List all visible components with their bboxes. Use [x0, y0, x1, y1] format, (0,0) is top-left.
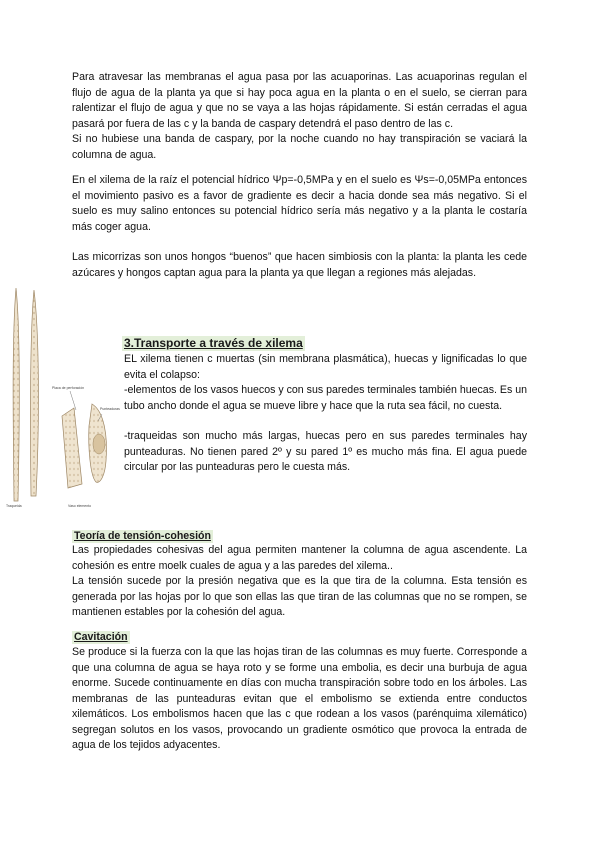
xylem-cells-illustration: [4, 286, 120, 510]
paragraph-tension: La tensión sucede por la presión negativa que es la que tira de la columna. Esta tensión es generada por las hojas por lo que son ellas las que tiran de las columnas que no se rompen, se mantienen estables por la cohesión del agua.: [72, 575, 527, 618]
section-heading-cavitation: Cavitación: [74, 631, 128, 643]
paragraph-cavitation: Se produce si la fuerza con la que las hojas tiran de las columnas es muy fuerte. Corresponde a que una columna de agua se haya roto y se forme una embolia, es decir una burbuja de agua enorme. Sucede continuamente en días con mucha transpiración sobre todo en los árboles. Las membranas de las punteaduras evitan que el embolismo se extienda entre conductos xilemáticos. Los embolismos hacen que las c que rodean a los vasos (parénquima xilemático) segregan solutos en los vasos, provocando un gradiente osmótico que provoca la entrada de agua de los tejidos adyacentes.: [72, 646, 527, 751]
paragraph-cohesion: Las propiedades cohesivas del agua permiten mantener la columna de agua ascendente. La cohesión es entre moelk cuales de agua y a las paredes del xilema..: [72, 544, 527, 572]
label-pits: Punteaduras: [100, 407, 120, 411]
paragraph-tracheids: -traqueidas son mucho más largas, huecas pero en sus paredes terminales hay punteaduras. No tienen pared 2º y su pared 1º es mucho más fina. El agua puede circular por las punteaduras pero le cuesta más.: [124, 430, 527, 473]
label-vessel-element: Vaso elemento: [68, 504, 92, 508]
section-heading-tension-cohesion: Teoría de tensión-cohesión: [74, 530, 211, 542]
paragraph-mycorrhizae: Las micorrizas son unos hongos “buenos” que hacen simbiosis con la planta: la planta les cede azúcares y hongos captan agua para la planta ya que llegan a regiones más alejadas.: [72, 251, 527, 279]
paragraph-xylem-intro: EL xilema tienen c muertas (sin membrana plasmática), huecas y lignificadas lo que evita el colapso:: [124, 353, 527, 381]
section-heading-xylem: 3.Transporte a través de xilema: [124, 336, 303, 350]
label-perforation-plate: Placa de perforación: [52, 386, 85, 390]
paragraph-water-potential: En el xilema de la raíz el potencial hídrico Ψp=-0,5MPa y en el suelo es Ψs=-0,05MPa entonces el movimiento pasivo es a favor de gradiente es decir a hacia donde sea más negativo. Si el suelo es muy salino entonces su potencial hídrico sería más negativo y a la planta le costaría más coger agua.: [72, 174, 527, 233]
label-tracheid: Traqueida: [6, 504, 22, 508]
paragraph-aquaporins: Para atravesar las membranas el agua pasa por las acuaporinas. Las acuaporinas regulan el flujo de agua de la planta ya que si hay poca agua en la planta o en el suelo, se cierran para ralentizar el flujo de agua y que no se vaya a las hojas rápidamente. Si están cerradas el agua pasará por fuera de las c y la banda de caspary detendrá el paso dentro de las c.: [72, 71, 527, 130]
paragraph-caspary: Si no hubiese una banda de caspary, por la noche cuando no hay transpiración se vaciará la columna de agua.: [72, 133, 527, 161]
paragraph-vessel-elements: -elementos de los vasos huecos y con sus paredes terminales también huecas. Es un tubo ancho donde el agua se mueve libre y hace que la ruta sea fácil, no cuesta.: [124, 384, 527, 412]
